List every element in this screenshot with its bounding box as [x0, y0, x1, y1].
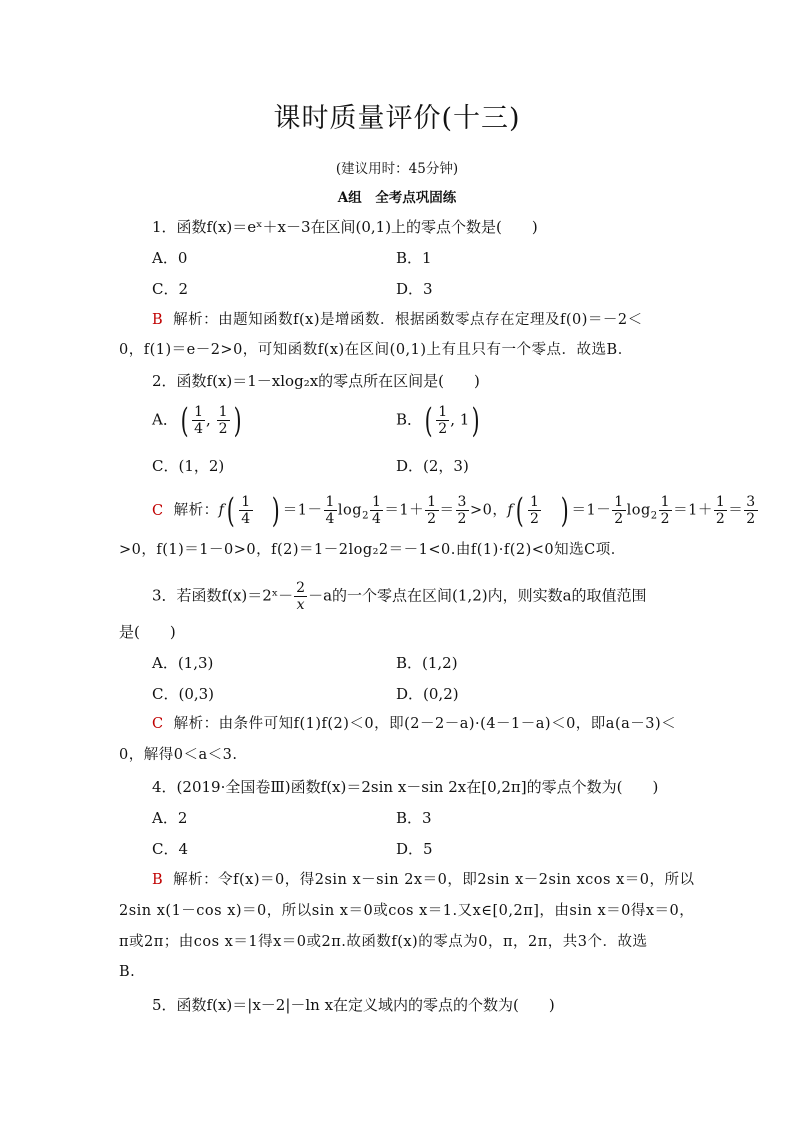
q3-answer: C — [152, 716, 164, 732]
q1-option-d: D．3 — [396, 280, 433, 298]
q2-option-b: B．( $\frac{1}{2}$ , 1) — [396, 400, 480, 441]
page-title: 课时质量评价(十三) — [273, 103, 521, 134]
question-2-stem: 2．函数f(x)＝1－xlog₂x的零点所在区间是( ) — [152, 372, 480, 390]
q2-option-d: D．(2，3) — [396, 457, 469, 475]
q1-option-b: B．1 — [396, 249, 432, 267]
q1-option-a: A．0 — [152, 249, 188, 267]
q1-option-c: C．2 — [152, 280, 189, 298]
q4-option-b: B．3 — [396, 809, 432, 827]
q3-option-a: A．(1,3) — [152, 654, 214, 672]
q4-solution-line-3: π或2π；由cos x＝1得x＝0或2π.故函数f(x)的零点为0，π，2π，共3个．故选 — [119, 934, 648, 950]
q4-option-d: D．5 — [396, 840, 433, 858]
q1-solution-line-1: B 解析：由题知函数f(x)是增函数．根据函数零点存在定理及f(0)＝－2＜ — [152, 312, 643, 328]
question-3-stem: 3．若函数f(x)＝2ˣ－ $\frac{2}{x}$ －a的一个零点在区间(1,2)内，则实数a的取值范围 — [152, 580, 647, 613]
q1-solution-line-2: 0，f(1)＝e－2>0，可知函数f(x)在区间(0,1)上有且只有一个零点．故选B． — [119, 342, 633, 358]
suggested-time: (建议用时：45分钟) — [335, 161, 459, 177]
q4-answer: B — [152, 872, 164, 888]
q3-option-d: D．(0,2) — [396, 685, 459, 703]
q2-option-a: A．( $\frac{1}{4}$ , $\frac{1}{2}$ ) — [152, 400, 242, 441]
q4-solution-line-2: 2sin x(1－cos x)＝0，所以sin x＝0或cos x＝1.又x∈[0,2π]，由sin x＝0得x＝0， — [119, 903, 695, 919]
q2-answer: C — [152, 502, 164, 519]
q4-solution-line-1: B 解析：令f(x)＝0，得2sin x－sin 2x＝0，即2sin x－2sin xcos x＝0，所以 — [152, 872, 695, 888]
q2-solution-line-2: >0，f(1)＝1－0>0，f(2)＝1－2log₂2＝－1<0.由f(1)·f(2)<0知选C项． — [119, 542, 626, 558]
q3-solution-line-2: 0，解得0＜a＜3. — [119, 747, 238, 763]
q3-option-b: B．(1,2) — [396, 654, 458, 672]
question-3-stem-line-2: 是( ) — [119, 623, 176, 641]
question-5-stem: 5．函数f(x)＝|x－2|－ln x在定义域内的零点的个数为( ) — [152, 996, 555, 1014]
q4-option-a: A．2 — [152, 809, 188, 827]
question-1-stem: 1．函数f(x)＝eˣ＋x－3在区间(0,1)上的零点个数是( ) — [152, 218, 538, 236]
question-4-stem: 4．(2019·全国卷Ⅲ)函数f(x)＝2sin x－sin 2x在[0,2π]的零点个数为( ) — [152, 778, 659, 796]
q1-answer: B — [152, 312, 164, 328]
q2-solution-line-1: C 解析：f( $\frac{1}{4}$ ) ＝1－ $\frac{1}{4}$ $\log_2$ $\frac{1}{4}$ ＝1＋ $\frac{1}{2}$ ＝ $\frac{3}{2}$ >0，f( $\frac{1}{2}$ ) ＝1－ $\frac{1}{2}$ $\log_2$ $\frac{1}{2}$ ＝1＋ $\frac{1}{2}$ ＝ $\frac{3}{2}$ — [152, 490, 756, 531]
q3-option-c: C．(0,3) — [152, 685, 215, 703]
q4-option-c: C．4 — [152, 840, 189, 858]
group-heading: A组 全考点巩固练 — [337, 190, 457, 206]
q4-solution-line-4: B. — [119, 964, 136, 980]
q2-option-c: C．(1，2) — [152, 457, 225, 475]
q3-solution-line-1: C 解析：由条件可知f(1)f(2)＜0，即(2－2－a)·(4－1－a)＜0，即a(a－3)＜ — [152, 716, 677, 732]
